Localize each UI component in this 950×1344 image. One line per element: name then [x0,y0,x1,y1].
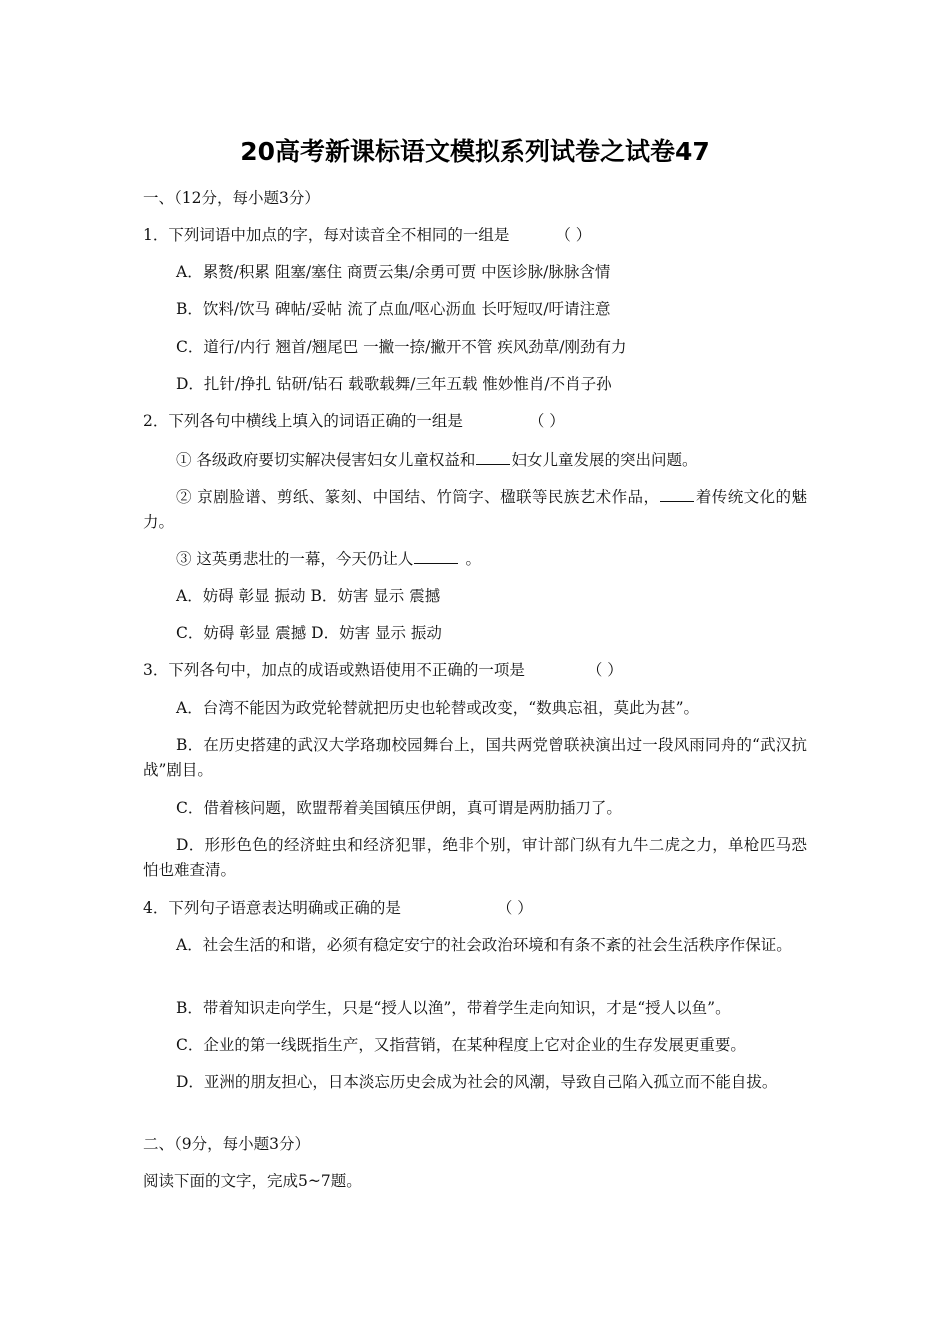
question-3-text: 3．下列各句中，加点的成语或熟语使用不正确的一项是 [143,661,525,679]
question-4-stem [143,896,533,921]
section-1-heading: 一、（12分，每小题3分） [143,189,320,207]
question-2-sentence-3: ③ 这英勇悲壮的一幕，今天仍让人 。 [176,547,481,572]
question-3-option-c: C．借着核问题，欧盟帮着美国镇压伊朗，真可谓是两肋插刀了。 [176,799,622,817]
question-4-option-c: C．企业的第一线既指生产，又指营销，在某种程度上它对企业的生存发展更重要。 [176,1036,746,1054]
page-title: 20高考新课标语文模拟系列试卷之试卷47 [240,137,710,166]
question-4-text: 4．下列句子语意表达明确或正确的是 [143,899,401,917]
answer-paren: （ ） [528,412,565,430]
question-1-text: 1．下列词语中加点的字，每对读音全不相同的一组是 [143,226,510,244]
question-1-option-c: C．道行/内行 翘首/翘尾巴 一撇一捺/撇开不管 疾风劲草/刚劲有力 [176,338,627,356]
question-2-sentence-1: ① 各级政府要切实解决侵害妇女儿童权益和 妇女儿童发展的突出问题。 [176,448,697,473]
question-2-options-ab: A．妨碍 彰显 振动 B．妨害 显示 震撼 [176,587,441,605]
question-2-options-cd: C．妨碍 彰显 震撼 D．妨害 显示 振动 [176,624,442,642]
question-2-text: 2．下列各句中横线上填入的词语正确的一组是 [143,412,463,430]
question-4-option-a: A．社会生活的和谐，必须有稳定安宁的社会政治环境和有条不紊的社会生活秩序作保证。 [176,936,792,954]
question-2-sentence-2: ② 京剧脸谱、剪纸、篆刻、中国结、竹筒字、楹联等民族艺术作品， 着传统文化的魅力。 [143,485,807,535]
question-3-option-d: D．形形色色的经济蛀虫和经济犯罪，绝非个别，审计部门纵有九牛二虎之力，单枪匹马恐怕也难查清。 [143,836,807,879]
section-2-intro: 阅读下面的文字，完成5~7题。 [143,1172,362,1190]
question-3-option-b: B．在历史搭建的武汉大学珞珈校园舞台上，国共两党曾联袂演出过一段风雨同舟的“武汉抗战”剧目。 [143,736,807,779]
question-4-option-b: B．带着知识走向学生，只是“授人以渔”，带着学生走向知识，才是“授人以鱼”。 [176,999,731,1017]
question-2-stem [143,409,565,434]
question-1-stem [143,223,591,248]
question-1-option-a: A．累赘/积累 阻塞/塞住 商贾云集/余勇可贾 中医诊脉/脉脉含情 [176,263,611,281]
answer-paren: （ ） [586,661,623,679]
fill-blank [414,547,458,564]
question-3-stem [143,658,623,683]
question-4-option-d: D．亚洲的朋友担心，日本淡忘历史会成为社会的风潮，导致自己陷入孤立而不能自拔。 [176,1073,778,1091]
question-1-option-d: D．扎针/挣扎 钻研/钻石 载歌载舞/三年五载 惟妙惟肖/不肖子孙 [176,375,612,393]
answer-paren: （ ） [496,899,533,917]
fill-blank [660,485,694,502]
question-3-option-a: A．台湾不能因为政党轮替就把历史也轮替或改变，“数典忘祖，莫此为甚”。 [176,699,700,717]
question-1-option-b: B．饮料/饮马 碑帖/妥帖 流了点血/呕心沥血 长吁短叹/吁请注意 [176,300,611,318]
section-2-heading: 二、（9分，每小题3分） [143,1135,310,1153]
fill-blank [476,448,510,465]
answer-paren: （ ） [555,226,592,244]
